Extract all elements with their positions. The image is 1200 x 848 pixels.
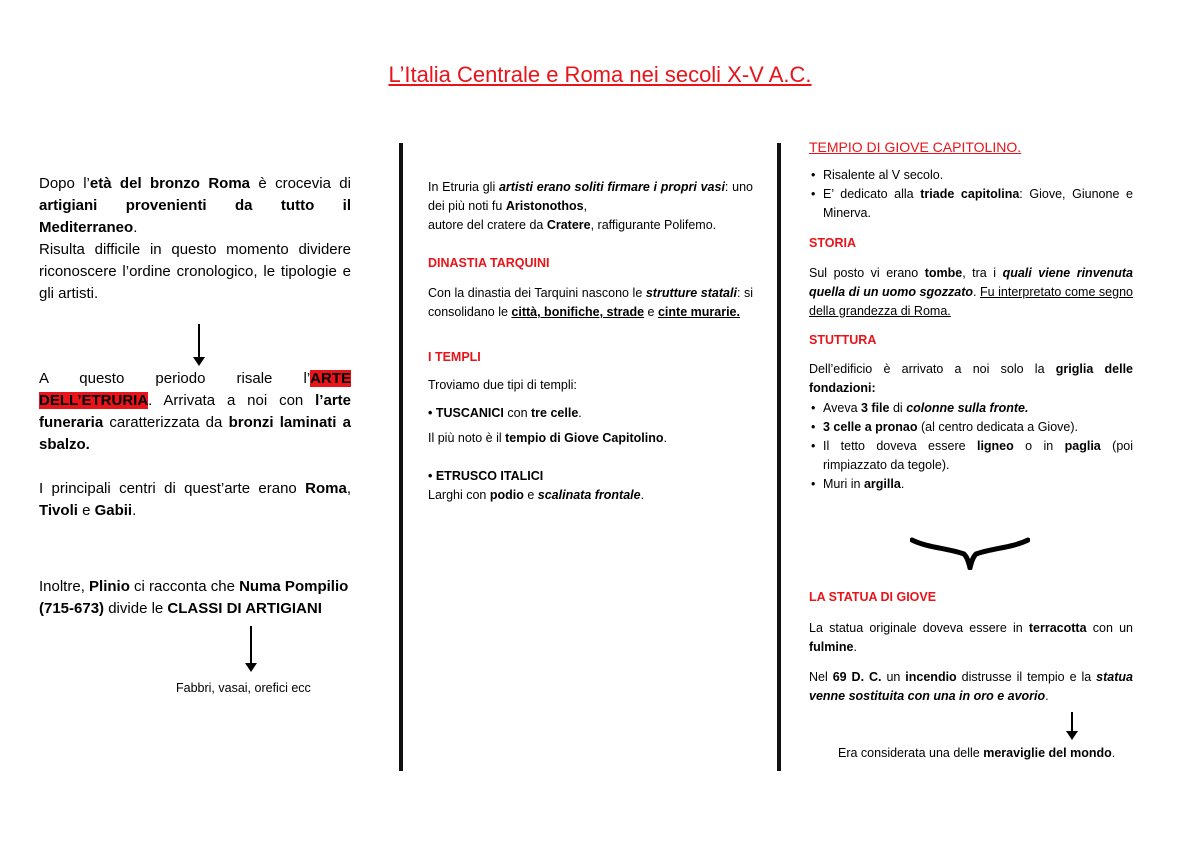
cratere-paragraph: [428, 216, 753, 235]
text: e: [77, 502, 95, 519]
difficulty-paragraph: Risulta difficile in questo momento dividere riconoscere l’ordine cronologico, le tipologie e gli artisti.: [39, 241, 351, 302]
text: Larghi con: [428, 488, 490, 502]
text: città, bonifiche, strade: [511, 305, 645, 319]
list-item: • Risalente al V secolo.: [823, 166, 1133, 185]
text: .: [973, 285, 981, 299]
text: terracotta: [1028, 621, 1087, 635]
text: incendio: [905, 670, 957, 684]
section-heading-struttura: STUTTURA: [809, 333, 877, 347]
text: .: [133, 219, 138, 236]
text: .: [853, 640, 857, 654]
text: colonne sulla fronte.: [906, 401, 1029, 415]
text: Con la dinastia dei Tarquini nascono le: [428, 286, 646, 300]
text: cinte murarie.: [657, 305, 740, 319]
text: Cratere: [546, 218, 591, 232]
text: A questo periodo risale l’: [39, 370, 311, 387]
artists-paragraph: [428, 178, 753, 216]
text: Fu interpretato come segno della grandezza di Roma.: [809, 285, 1133, 318]
text: 3 celle a pronao: [823, 420, 918, 434]
tuscanici-note: [428, 429, 753, 448]
text: ci racconta che: [129, 578, 240, 595]
page-title: L’Italia Centrale e Roma nei secoli X-V A.C.: [388, 62, 812, 87]
text: (poi rimpiazzato da tegole).: [823, 439, 1133, 472]
text: Nel: [809, 670, 833, 684]
text: Gabii: [94, 502, 133, 519]
text: Dell’edificio è arrivato a noi solo la: [809, 362, 1056, 376]
text: Sul posto vi erano: [809, 266, 925, 280]
etruria-section: [39, 368, 351, 522]
text: strutture statali: [645, 286, 737, 300]
text: ligneo: [976, 439, 1014, 453]
text: : si consolidano le: [428, 286, 753, 319]
text: caratterizzata da: [103, 414, 229, 431]
section-heading-statua: LA STATUA DI GIOVE: [809, 590, 937, 604]
text: I principali centri di quest’arte erano: [39, 480, 306, 497]
text: Tivoli: [39, 502, 78, 519]
plinio-section: [39, 576, 351, 620]
list-item: [823, 475, 1133, 494]
text: : Giove, Giunone e Minerva.: [823, 187, 1133, 220]
text: artisti erano soliti firmare i propri vasi: [498, 180, 725, 194]
templi-paragraph: Troviamo due tipi di templi:: [428, 378, 577, 392]
text: e: [523, 488, 538, 502]
curly-brace-icon: [910, 536, 1030, 570]
text: Plinio: [89, 578, 130, 595]
struttura-list: [809, 399, 1133, 494]
arrow-down-icon: [198, 324, 200, 358]
text: .: [900, 477, 905, 491]
text: divide le: [104, 600, 168, 617]
text: griglia delle fondazioni:: [809, 362, 1133, 395]
text: Il più noto è il: [428, 431, 506, 445]
highlight-text: ARTE DELL’ETRURIA: [39, 370, 351, 409]
text: triade capitolina: [920, 187, 1020, 201]
text: : uno dei più noti fu: [428, 180, 753, 213]
etrusco-italici-note: [428, 486, 753, 505]
text: .: [1045, 689, 1049, 703]
text: di: [889, 401, 907, 415]
tarquini-paragraph: [428, 284, 753, 322]
text: Dopo l’: [39, 175, 90, 192]
text: In Etruria gli: [428, 180, 499, 194]
text: .: [640, 488, 645, 502]
text: 3 file: [861, 401, 890, 415]
column-divider-left: [399, 143, 403, 771]
text: l’arte funeraria: [39, 392, 351, 431]
text: autore del cratere da: [428, 218, 547, 232]
text: .: [132, 502, 137, 519]
text: tempio di Giove Capitolino: [505, 431, 664, 445]
text: .: [578, 406, 582, 420]
tempio-list: [809, 166, 1133, 223]
text: , raffigurante Polifemo.: [590, 218, 717, 232]
text: quali viene rinvenuta quella di un uomo sgozzato: [809, 266, 1133, 299]
text: meraviglie del mondo: [983, 746, 1112, 760]
text: artigiani provenienti da tutto il Mediterraneo: [39, 197, 351, 236]
storia-paragraph: [809, 264, 1133, 321]
text: Aveva: [823, 401, 861, 415]
text: Roma: [305, 480, 347, 497]
section-heading-templi: I TEMPLI: [428, 350, 481, 364]
text: Il tetto doveva essere: [823, 439, 977, 453]
text: statua venne sostituita con una in oro e avorio: [809, 670, 1133, 703]
list-item: [823, 399, 1133, 418]
section-heading-tarquini: DINASTIA TARQUINI: [428, 256, 550, 270]
section-heading-storia: STORIA: [809, 236, 856, 250]
text: podio: [489, 488, 524, 502]
arrow-down-icon: [250, 626, 252, 664]
text: è crocevia di: [250, 175, 351, 192]
etruria-paragraph: [39, 368, 351, 456]
text: E’ dedicato alla: [823, 187, 921, 201]
list-item: [823, 185, 1133, 223]
section-heading-tempio: TEMPIO DI GIOVE CAPITOLINO.: [809, 139, 1022, 155]
text: fulmine: [809, 640, 854, 654]
text: , tra i: [962, 266, 1003, 280]
artisans-list: Fabbri, vasai, orefici ecc: [176, 681, 311, 695]
statua-section: [809, 588, 1133, 706]
text: e: [644, 305, 658, 319]
intro-paragraph: [39, 173, 351, 239]
text: Numa Pompilio (715-673): [39, 578, 349, 617]
column-left: [39, 173, 351, 305]
text: distrusse il tempio e la: [956, 670, 1097, 684]
incendio-paragraph: [809, 668, 1133, 706]
list-item: [823, 437, 1133, 475]
text: paglia: [1064, 439, 1101, 453]
text: Era considerata una delle: [838, 746, 984, 760]
text: ,: [346, 480, 351, 497]
text: o in: [1013, 439, 1065, 453]
text: . Arrivata a noi con: [148, 392, 316, 409]
struttura-paragraph: [809, 360, 1133, 398]
text: tombe: [924, 266, 963, 280]
meraviglie-line: [838, 744, 1115, 763]
column-middle: [428, 178, 753, 505]
text: età del bronzo Roma: [89, 175, 251, 192]
text: argilla: [863, 477, 901, 491]
text: tre celle: [531, 406, 579, 420]
text: (al centro dedicata a Giove).: [917, 420, 1078, 434]
text: con un: [1086, 621, 1133, 635]
statua-paragraph: [809, 619, 1133, 657]
text: La statua originale doveva essere in: [809, 621, 1029, 635]
text: Muri in: [823, 477, 864, 491]
etrusco-italici-item: • ETRUSCO ITALICI: [428, 469, 544, 483]
text: con: [503, 406, 532, 420]
text: Inoltre,: [39, 578, 90, 595]
text: • TUSCANICI: [428, 406, 504, 420]
column-divider-right: [777, 143, 781, 771]
column-right: [809, 137, 1133, 494]
text: ,: [583, 199, 588, 213]
plinio-paragraph: [39, 576, 351, 620]
text: scalinata frontale: [537, 488, 641, 502]
text: bronzi laminati a sbalzo.: [39, 414, 351, 453]
text: un: [881, 670, 906, 684]
list-item: [823, 418, 1133, 437]
text: 69 D. C.: [832, 670, 882, 684]
text: Aristonothos: [505, 199, 584, 213]
text: .: [663, 431, 667, 445]
centers-paragraph: [39, 478, 351, 522]
text: CLASSI DI ARTIGIANI: [167, 600, 322, 617]
text: .: [1111, 746, 1116, 760]
tuscanici-item: [428, 404, 753, 423]
arrow-down-icon: [1071, 712, 1073, 732]
